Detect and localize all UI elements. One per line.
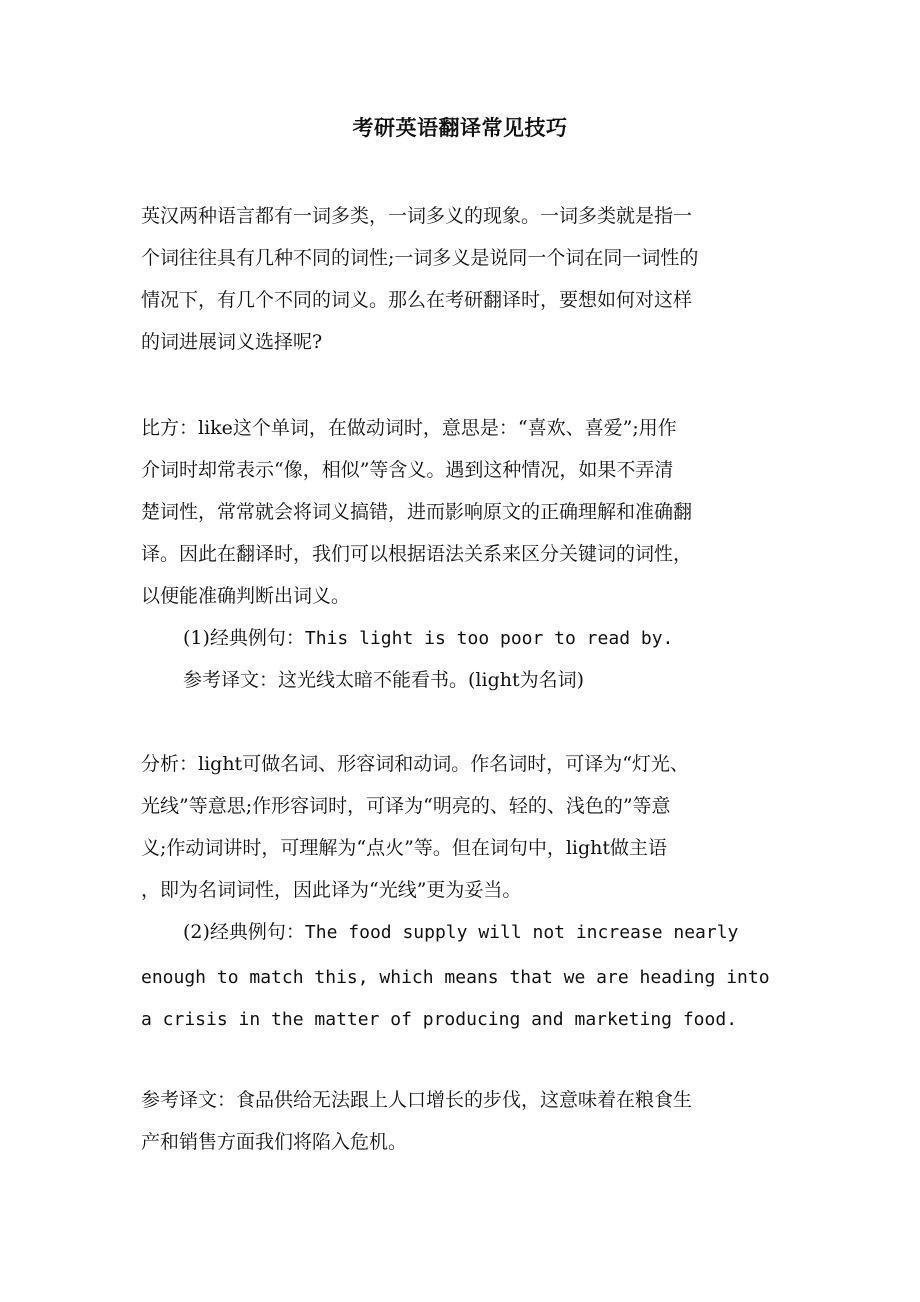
paragraph-2-line: 以便能准确判断出词义。 [141, 585, 351, 607]
paragraph-3-line: 分析：light可做名词、形容词和动词。作名词时，可译为“灯光、 [141, 753, 689, 775]
example-2-label: (2)经典例句： [183, 921, 305, 943]
example-1-reference [183, 668, 584, 692]
example-1-sentence: This light is too poor to read by. [304, 628, 674, 649]
paragraph-1-line: 个词往往具有几种不同的词性;一词多义是说同一个词在同一词性的 [141, 247, 699, 269]
paragraph-3-line: 光线”等意思;作形容词时，可译为“明亮的、轻的、浅色的”等意 [141, 795, 671, 817]
example-1-label: (1)经典例句： [183, 627, 305, 649]
reference-translation: 这光线太暗不能看书。(light为名词) [278, 669, 585, 691]
paragraph-3-line: ，即为名词词性，因此译为“光线”更为妥当。 [141, 879, 522, 901]
example-2 [183, 920, 738, 945]
paragraph-2-line: 楚词性，常常就会将词义搞错，进而影响原文的正确理解和准确翻 [141, 501, 693, 523]
paragraph-4-line: 参考译文：食品供给无法跟上人口增长的步伐，这意味着在粮食生 [141, 1089, 693, 1111]
paragraph-4-line: 产和销售方面我们将陷入危机。 [141, 1131, 408, 1153]
paragraph-2-line: 比方：like这个单词，在做动词时，意思是：“喜欢、喜爱”;用作 [141, 417, 677, 439]
page-title: 考研英语翻译常见技巧 [352, 115, 568, 140]
paragraph-3-line: 义;作动词讲时，可理解为“点火”等。但在词句中，light做主语 [141, 837, 668, 859]
paragraph-1-line: 英汉两种语言都有一词多类，一词多义的现象。一词多类就是指一 [141, 205, 693, 227]
paragraph-2-line: 介词时却常表示“像，相似”等含义。遇到这种情况，如果不弄清 [141, 459, 674, 481]
example-1 [183, 626, 673, 651]
example-2-sentence: a crisis in the matter of producing and marketing food. [141, 1009, 738, 1030]
paragraph-2-line: 译。因此在翻译时，我们可以根据语法关系来区分关键词的词性， [141, 543, 693, 565]
paragraph-1-line: 的词进展词义选择呢? [141, 331, 323, 353]
example-2-sentence: enough to match this, which means that we are heading into [141, 967, 770, 988]
example-2-sentence: The food supply will not increase nearly [304, 922, 739, 943]
reference-label: 参考译文： [183, 669, 279, 691]
paragraph-1-line: 情况下，有几个不同的词义。那么在考研翻译时，要想如何对这样 [141, 289, 693, 311]
